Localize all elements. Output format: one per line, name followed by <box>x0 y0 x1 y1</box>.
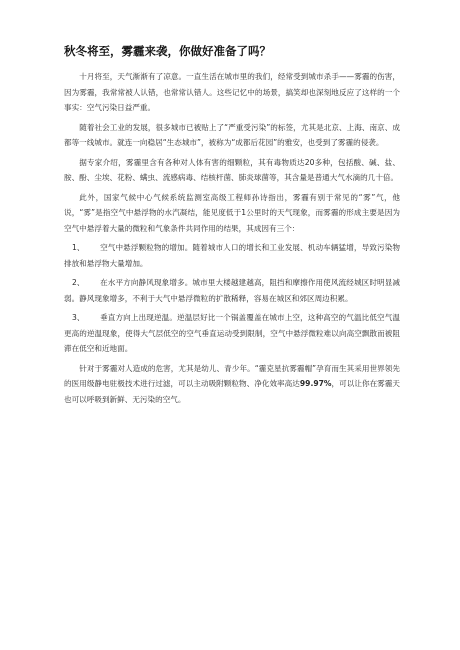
paragraph-cities: 随着社会工业的发展，很多城市已被贴上了“严重受污染”的标签，尤其是北京、上海、南京、成都等一线城市。就连一向稳居“生态城市”，被称为“成都后花园”的雅安，也受到了雾霾的侵袭。 <box>64 122 400 147</box>
cause-item-1 <box>64 240 400 271</box>
cause-text: 空气中悬浮颗粒物的增加。随着城市人口的增长和工业发展、机动车辆猛增，导致污染物排放和悬浮物大量增加。 <box>64 243 400 268</box>
cause-item-3 <box>64 310 400 357</box>
cause-item-2 <box>64 275 400 306</box>
cause-number: 3、 <box>72 313 85 322</box>
document-title: 秋冬将至，雾霾来袭，你做好准备了吗？ <box>64 44 271 58</box>
paragraph-intro: 十月将至，天气渐渐有了凉意。一直生活在城市里的我们，经常受到城市杀手——雾霾的伤害，因为雾霾，我常常被人认错，也常常认错人。这些记忆中的场景，搞笑却也深刻地反应了这样的一个事实：空气污染日益严重。 <box>64 72 400 112</box>
paragraph-composition: 据专家介绍，雾霾里含有各种对人体有害的细颗粒，其有毒物质达20多种，包括酸、碱、盐、胺、酚、尘埃、花粉、螨虫、流感病毒、结核杆菌、肺炎球菌等，其含量是普通大气水滴的几十倍。 <box>64 157 400 182</box>
cause-text: 在水平方向静风现象增多。城市里大楼越建越高，阻挡和摩擦作用使风流经城区时明显减弱。静风现象增多，不利于大气中悬浮微粒的扩散稀释，容易在城区和郊区周边积累。 <box>64 278 400 303</box>
efficiency-value: 99.97% <box>299 379 332 388</box>
cause-number: 1、 <box>72 243 85 252</box>
paragraph-causes-intro: 此外，国家气候中心气候系统监测室高级工程师孙诗指出，雾霾有别于常见的“雾”气，他说，“雾”是指空气中悬浮物的水汽凝结，能见度低于1公里时的天气现象，而雾霾的形成主要是因为空气中悬浮着大量的微粒和气象条件共同作用的结果，其成因有三个： <box>64 192 400 233</box>
product-text-end: ，可以让你在雾霾天也可以呼吸到新鲜、无污染的空气。 <box>64 379 400 404</box>
cause-number: 2、 <box>72 278 85 287</box>
product-text-start: 针对于雾霾对人造成的危害，尤其是幼儿、青少年。“霾克星抗雾霾帽”孕育而生其采用世界领先的医用级静电驻极技术进行过滤，可以主动吸附颗粒物、净化效率高达 <box>64 363 400 388</box>
paragraph-product <box>64 361 400 408</box>
cause-text: 垂直方向上出现逆温。逆温层好比一个锅盖覆盖在城市上空，这种高空的气温比低空气温更高的逆温现象，使得大气层低空的空气垂直运动受到限制，空气中悬浮微粒难以向高空飘散而被阻滞在低空和近地面。 <box>64 313 400 353</box>
